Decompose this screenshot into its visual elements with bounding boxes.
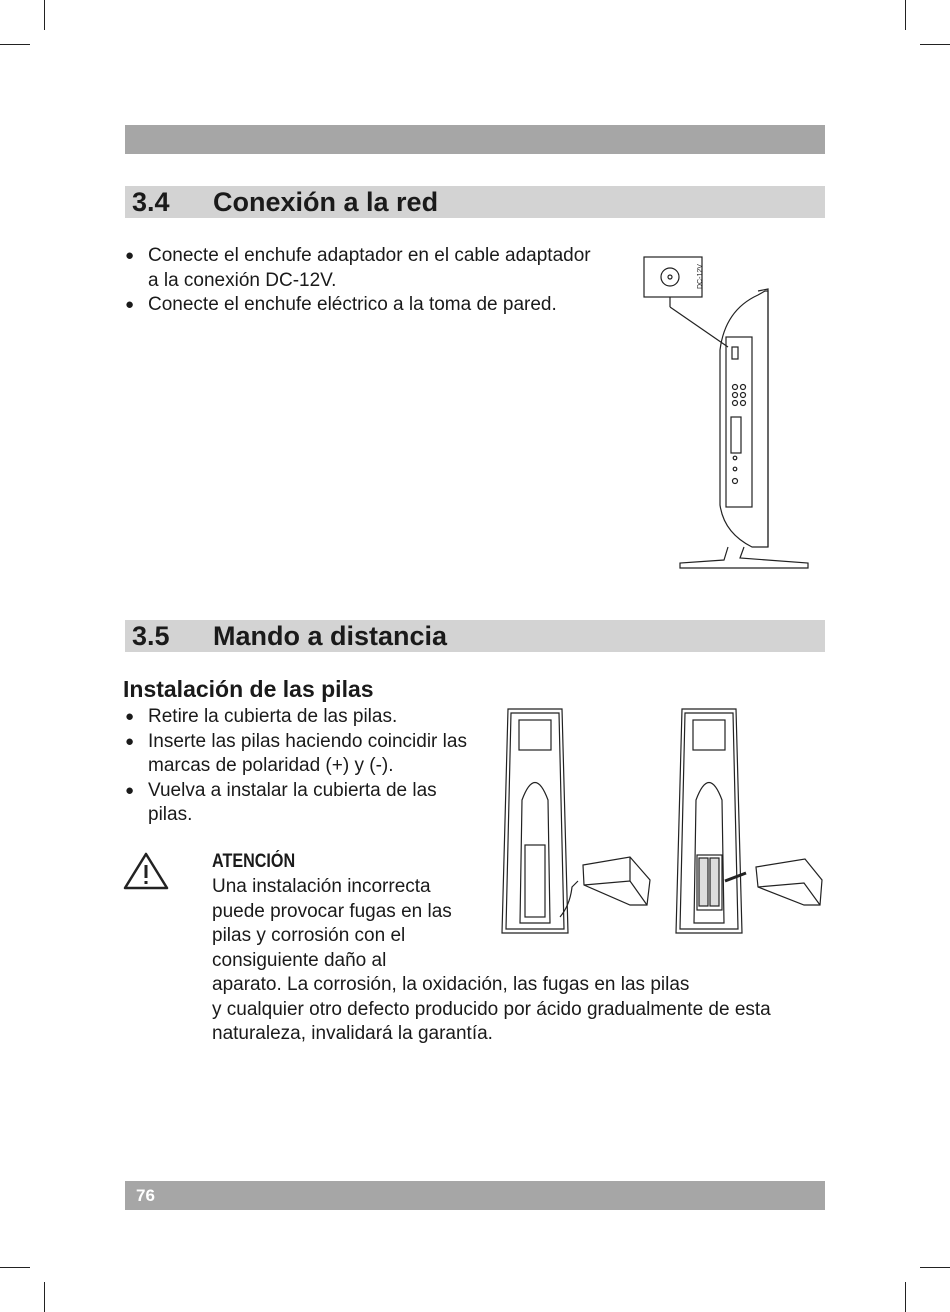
battery-heading: Instalación de las pilas (123, 676, 374, 702)
section-title: Mando a distancia (213, 621, 448, 651)
tv-side-illustration (640, 255, 820, 575)
warning-line: consiguiente daño al (212, 949, 387, 971)
warning-title: ATENCIÓN (212, 851, 296, 872)
warning-line: y cualquier otro defecto producido por ácido gradualmente de esta (212, 998, 771, 1020)
warning-line: puede provocar fugas en las (212, 900, 452, 922)
crop-mark (0, 1267, 30, 1268)
list-item: ● Inserte las pilas haciendo coincidir las marcas de polaridad (+) y (-). (125, 730, 470, 779)
battery-steps-list (125, 705, 470, 828)
section-number: 3.5 (132, 621, 170, 651)
warning-text (212, 875, 822, 1047)
warning-line: Una instalación incorrecta (212, 876, 431, 897)
crop-mark (44, 0, 45, 30)
crop-mark (44, 1282, 45, 1312)
list-item: ● Vuelva a instalar la cubierta de las pilas. (125, 779, 470, 828)
warning-icon (124, 851, 170, 891)
crop-mark (920, 44, 950, 45)
list-item: ● Conecte el enchufe eléctrico a la toma de pared. (125, 293, 605, 318)
warning-line: naturaleza, invalidará la garantía. (212, 1023, 493, 1044)
section-heading-3-5 (125, 620, 825, 652)
connection-steps-list (125, 244, 605, 318)
section-title: Conexión a la red (213, 187, 439, 217)
list-item: ● Retire la cubierta de las pilas. (125, 705, 470, 730)
list-item: ● Conecte el enchufe adaptador en el cable adaptador a la conexión DC-12V. (125, 244, 605, 293)
crop-mark (0, 44, 30, 45)
crop-mark (905, 1282, 906, 1312)
dc-port-label: DC-12V (697, 264, 704, 289)
crop-mark (905, 0, 906, 30)
warning-line: aparato. La corrosión, la oxidación, las fugas en las pilas (212, 974, 690, 995)
section-number: 3.4 (132, 187, 170, 217)
section-heading-3-4 (125, 186, 825, 218)
warning-line: pilas y corrosión con el (212, 925, 406, 946)
crop-mark (920, 1267, 950, 1268)
footer-band (125, 1181, 825, 1210)
page-number: 76 (136, 1186, 155, 1205)
header-band (125, 125, 825, 154)
